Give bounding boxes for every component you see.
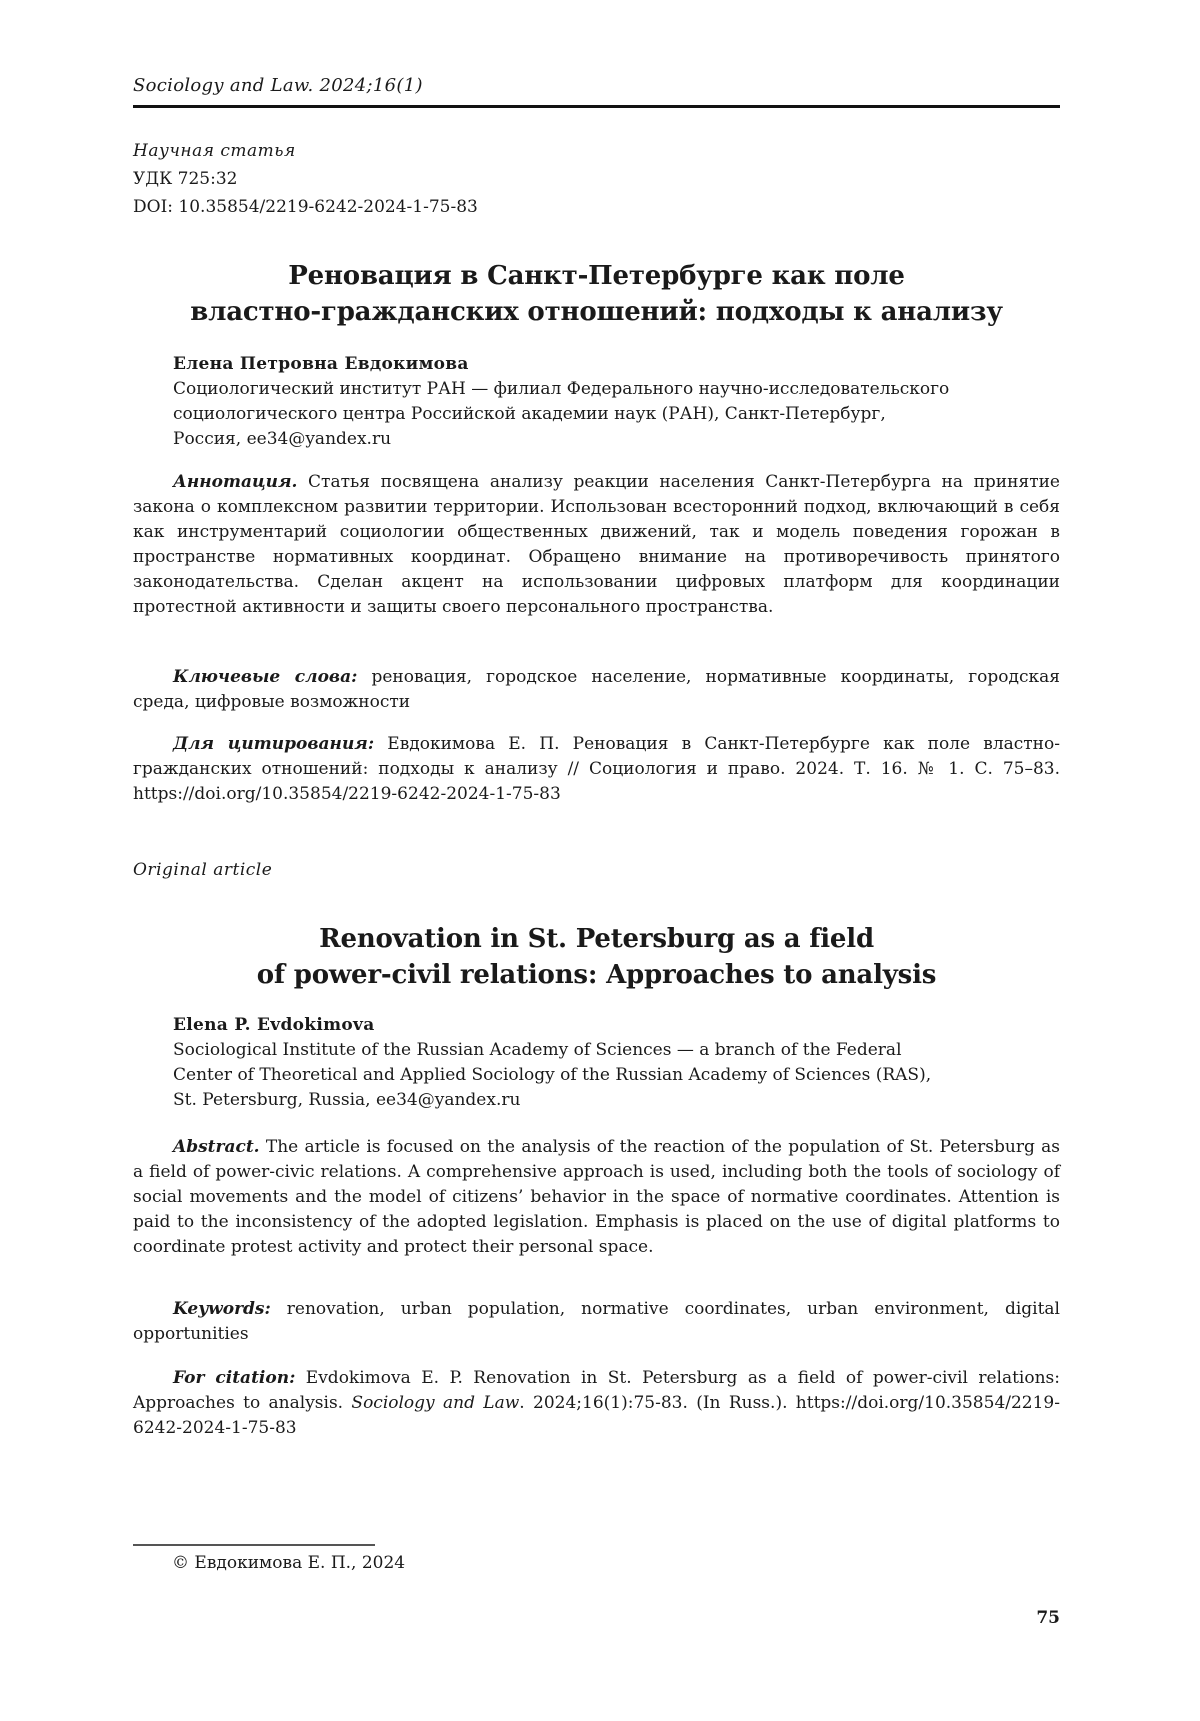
keywords-label: Ключевые слова: [173,667,358,687]
citation-label: For citation: [173,1368,296,1388]
affiliation-line: Center of Theoretical and Applied Sociology of the Russian Academy of Sciences (RAS), [173,1065,932,1085]
article-title-en [133,921,1060,993]
keywords-ru [133,665,1060,715]
keywords-en [133,1297,1060,1347]
title-line: Renovation in St. Petersburg as a field [319,924,874,954]
author-name-ru: Елена Петровна Евдокимова [173,354,469,374]
annotation-label: Аннотация. [173,472,298,492]
abstract-text: The article is focused on the analysis of the reaction of the population of St. Petersburg as a field of power-civic relations. A comprehensive approach is used, including both the tools of sociology of social movements and the model of citizens’ behavior in the space of normative coordinates. Attention is paid to the inconsistency of the adopted legislation. Emphasis is placed on the use of digital platforms to coordinate protest activity and protect their personal space. [133,1137,1060,1257]
copyright-notice: © Евдокимова Е. П., 2024 [172,1553,406,1573]
affiliation-line: социологического центра Российской академии наук (РАН), Санкт-Петербург, [173,404,886,424]
author-name-en: Elena P. Evdokimova [173,1015,375,1035]
doi: DOI: 10.35854/2219-6242-2024-1-75-83 [133,197,478,217]
keywords-text: renovation, urban population, normative coordinates, urban environment, digital opportunities [133,1299,1060,1344]
annotation-text: Статья посвящена анализу реакции населения Санкт-Петербурга на принятие закона о комплексном развитии территории. Использован всесторонний подход, включающий в себя как инструментарий социологии общественных движений, так и модель поведения горожан в пространстве нормативных координат. Обращено внимание на противоречивость принятого законодательства. Сделан акцент на использовании цифровых платформ для координации протестной активности и защиты своего персонального пространства. [133,472,1060,617]
affiliation-line: Sociological Institute of the Russian Academy of Sciences — a branch of the Federal [173,1040,902,1060]
affiliation-line: St. Petersburg, Russia, ee34@yandex.ru [173,1090,521,1110]
citation-journal: Sociology and Law [351,1393,520,1413]
citation-text-end: . 2024;16(1):75-83. (In Russ.). https://doi.org/10.35854/2219-6242-2024-1-75-83 [133,1393,1060,1438]
running-head: Sociology and Law. 2024;16(1) [133,75,423,96]
affiliation-line: Социологический институт РАН — филиал Федерального научно-исследовательского [173,379,950,399]
title-line: властно-гражданских отношений: подходы к анализу [190,297,1003,327]
abstract-label: Abstract. [173,1137,260,1157]
citation-text: Evdokimova E. P. Renovation in St. Petersburg as a field of power-civil relations: Approaches to analysis. [133,1368,1060,1413]
keywords-text: реновация, городское население, нормативные координаты, городская среда, цифровые возможности [133,667,1061,712]
citation-label: Для цитирования: [173,734,375,754]
title-line: of power-civil relations: Approaches to analysis [256,960,937,990]
article-type-en: Original article [133,860,273,880]
page-number: 75 [1036,1608,1060,1628]
author-block-en [173,1013,1063,1113]
abstract-en [133,1135,1060,1260]
title-line: Реновация в Санкт-Петербурге как поле [288,261,905,291]
author-block-ru [173,352,1063,452]
keywords-label: Keywords: [173,1299,271,1319]
udc-code: УДК 725:32 [133,169,238,189]
affiliation-line: Россия, ee34@yandex.ru [173,429,392,449]
footnote-rule [133,1544,375,1546]
header-rule [133,105,1060,108]
citation-en [133,1366,1060,1441]
article-title-ru [133,258,1060,330]
citation-text: Евдокимова Е. П. Реновация в Санкт-Петербурге как поле властно-гражданских отношений: подходы к анализу // Социология и право. 2024. Т. 16. № 1. С. 75–83. https://doi.org/10.35854/2219-6242-2024-1-75-83 [133,734,1060,804]
citation-ru [133,732,1060,807]
annotation-ru [133,470,1060,620]
article-type-ru: Научная статья [133,141,296,161]
